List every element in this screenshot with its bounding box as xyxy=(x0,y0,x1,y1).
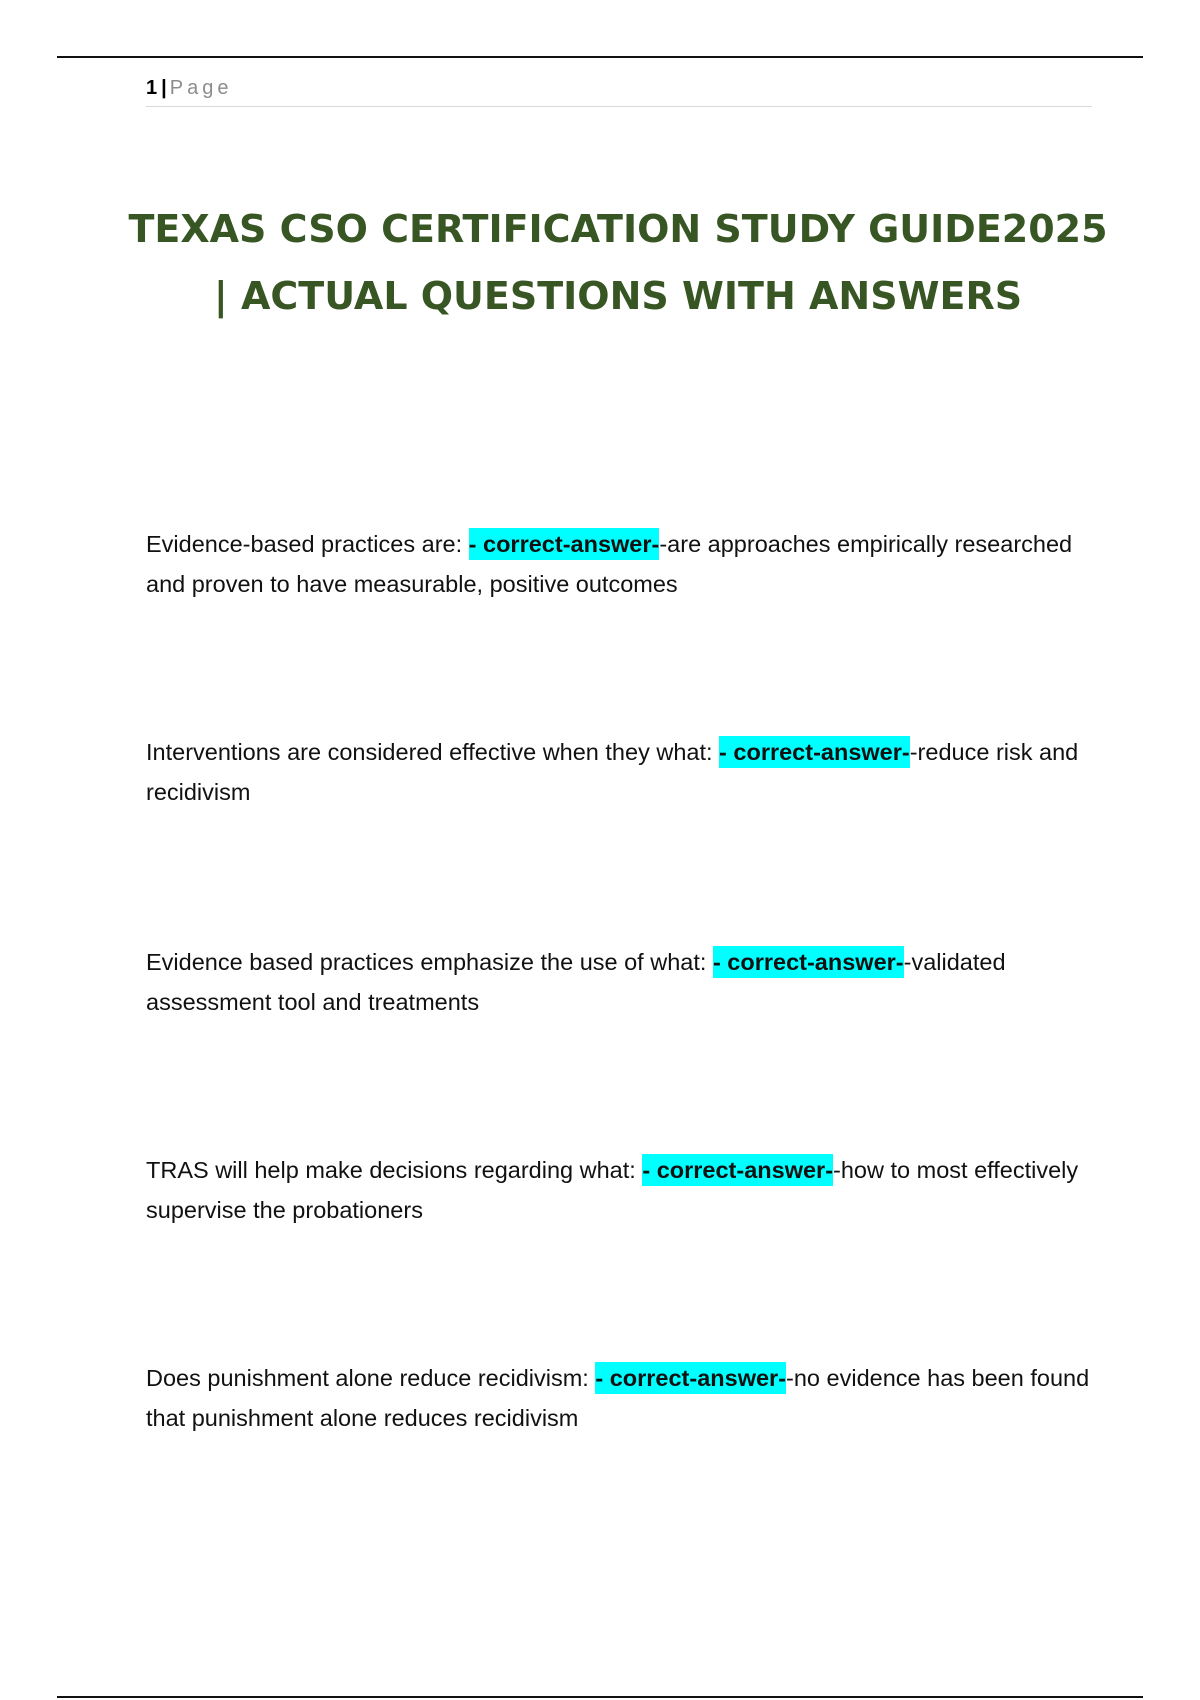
answer-text: -reduce risk and recidivism xyxy=(146,739,1079,805)
qa-item xyxy=(146,524,1106,604)
answer-text: -validated assessment tool and treatments xyxy=(146,949,1006,1015)
qa-item xyxy=(146,1358,1106,1438)
correct-answer-marker: - correct-answer- xyxy=(719,736,910,768)
answer-text: -are approaches empirically researched and proven to have measurable, positive outcomes xyxy=(146,531,1073,597)
correct-answer-marker: - correct-answer- xyxy=(469,528,660,560)
question-text: Evidence based practices emphasize the use of what: xyxy=(146,949,713,975)
page-number: 1 xyxy=(146,77,158,99)
correct-answer-marker: - correct-answer- xyxy=(595,1362,786,1394)
page-separator: | xyxy=(161,77,167,99)
correct-answer-marker: - correct-answer- xyxy=(642,1154,833,1186)
document-title: TEXAS CSO CERTIFICATION STUDY GUIDE2025 | ACTUAL QUESTIONS WITH ANSWERS xyxy=(128,207,1108,318)
qa-item xyxy=(146,942,1106,1022)
answer-text: -how to most effectively supervise the probationers xyxy=(146,1157,1079,1223)
question-text: TRAS will help make decisions regarding what: xyxy=(146,1157,643,1183)
answer-text: -no evidence has been found that punishment alone reduces recidivism xyxy=(146,1365,1090,1431)
bottom-divider xyxy=(57,1696,1143,1698)
qa-item xyxy=(146,732,1106,812)
correct-answer-marker: - correct-answer- xyxy=(713,946,904,978)
page-label: Page xyxy=(169,77,233,99)
question-text: Interventions are considered effective when they what: xyxy=(146,739,720,765)
question-text: Does punishment alone reduce recidivism: xyxy=(146,1365,596,1391)
page-header xyxy=(146,74,1092,107)
qa-item xyxy=(146,1150,1106,1230)
top-divider xyxy=(57,56,1143,58)
question-text: Evidence-based practices are: xyxy=(146,531,469,557)
